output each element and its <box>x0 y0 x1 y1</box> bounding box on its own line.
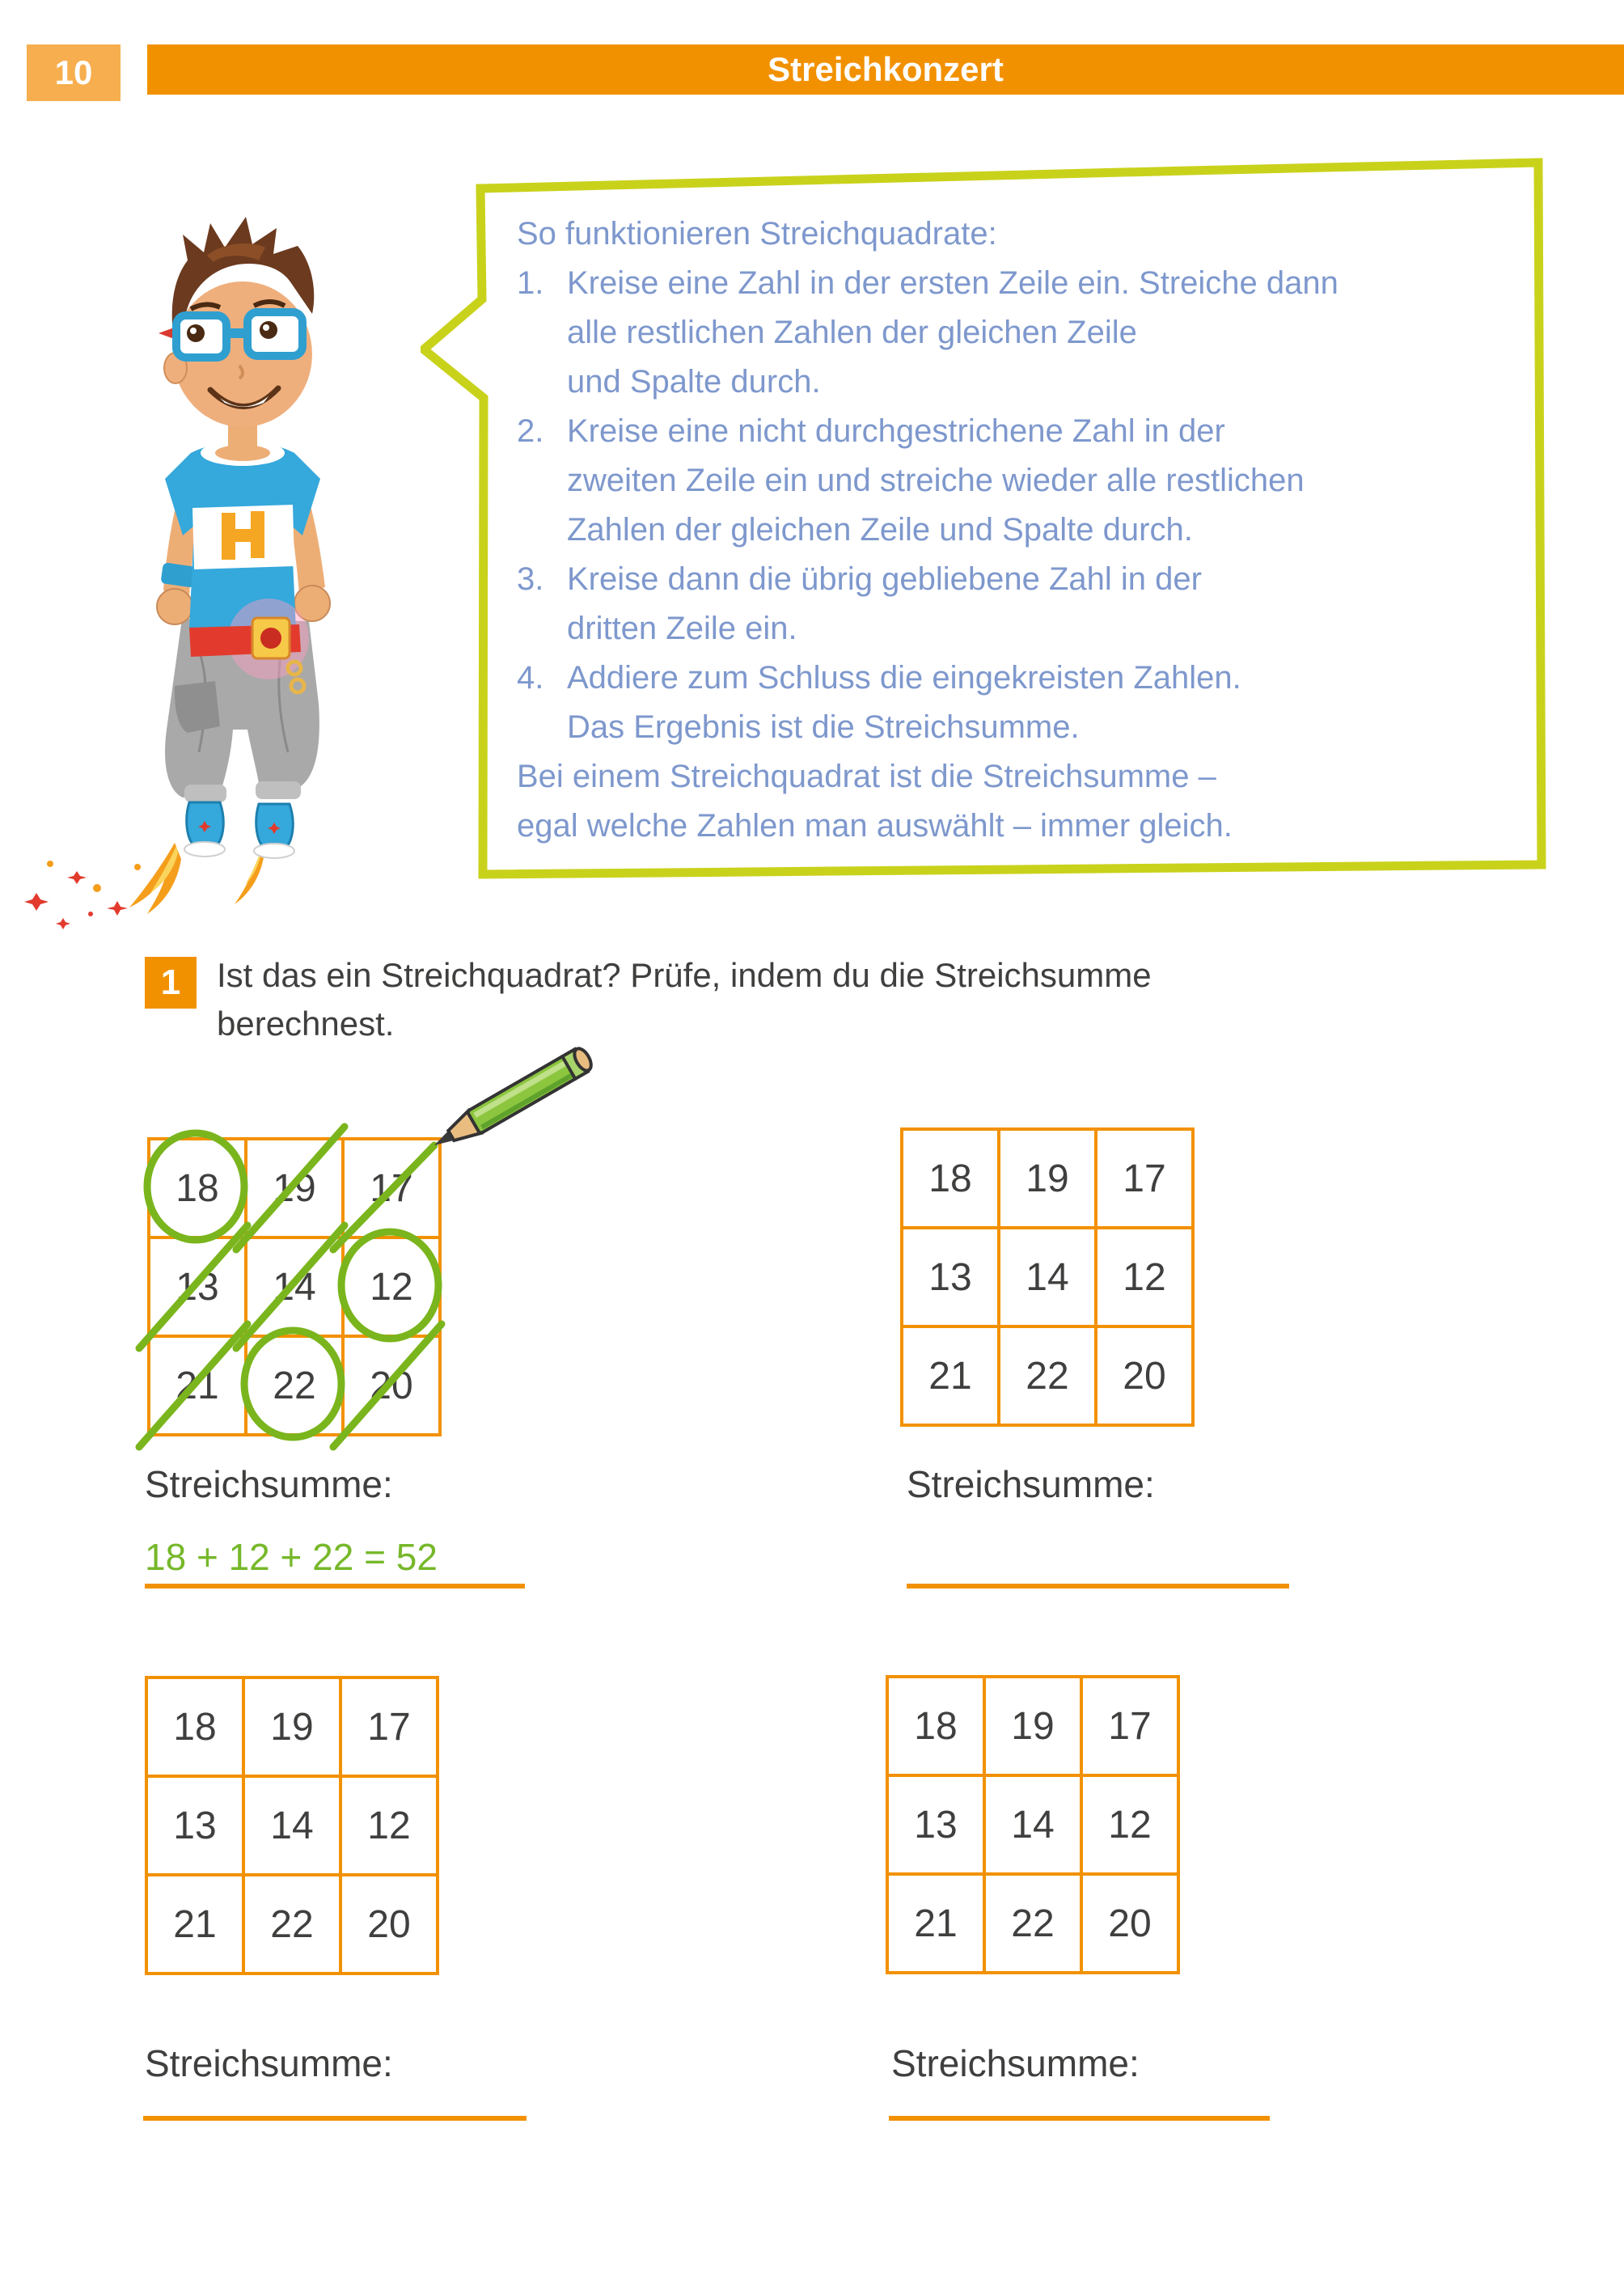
answer-line-4 <box>889 2116 1270 2121</box>
grid1-pencil-annotations <box>113 1027 631 1480</box>
grid4-cell: 12 <box>1083 1777 1177 1872</box>
page-number-tab <box>27 44 121 101</box>
task-1-number: 1 <box>160 962 181 1002</box>
grid3-cell: 12 <box>342 1778 436 1873</box>
grid2-cell: 12 <box>1097 1229 1191 1325</box>
grid3-cell: 21 <box>148 1876 242 1972</box>
grid1-cell: 20 <box>345 1338 438 1433</box>
page-title: Streichkonzert <box>768 50 1004 88</box>
grid1-cell: 17 <box>345 1140 438 1236</box>
grid4-cell: 13 <box>889 1777 983 1872</box>
bubble-line: dritten Zeile ein. <box>567 611 797 646</box>
grid4-cell: 20 <box>1083 1876 1177 1971</box>
streichsumme-label-4: Streichsumme: <box>891 2042 1140 2084</box>
grid3-cell: 22 <box>245 1876 339 1972</box>
circle-mark-18 <box>147 1133 244 1240</box>
bubble-line: und Spalte durch. <box>567 364 821 400</box>
task-1-line2: berechnest. <box>217 1005 395 1043</box>
grid4-cell: 14 <box>986 1777 1080 1872</box>
grid4-cell: 17 <box>1083 1678 1177 1774</box>
streichquadrat-grid-2 <box>900 1127 1195 1427</box>
boy-character-illustration <box>16 186 469 930</box>
bubble-line: Das Ergebnis ist die Streichsumme. <box>567 709 1080 745</box>
speech-bubble-text <box>517 209 1528 851</box>
streichsumme-label-3: Streichsumme: <box>145 2042 393 2084</box>
page-number: 10 <box>54 53 93 91</box>
grid2-cell: 21 <box>903 1328 997 1424</box>
streichquadrat-grid-3 <box>145 1676 439 1975</box>
grid3-cell: 18 <box>148 1679 242 1775</box>
answer-line-2 <box>907 1584 1289 1589</box>
bubble-line: 4. Addiere zum Schluss die eingekreisten Zahlen. <box>517 660 1241 696</box>
strike-mark-19 <box>236 1127 345 1250</box>
bubble-line: 1. Kreise eine Zahl in der ersten Zeile ein. Streiche dann <box>517 265 1339 301</box>
grid2-cell: 13 <box>903 1229 997 1325</box>
streichsumme-label-1: Streichsumme: <box>145 1463 393 1505</box>
grid1-cell: 14 <box>247 1239 341 1335</box>
grid2-cell: 19 <box>1000 1131 1094 1226</box>
grid1-cell: 19 <box>247 1140 341 1236</box>
grid2-cell: 17 <box>1097 1131 1191 1226</box>
circle-mark-12 <box>341 1232 438 1339</box>
bubble-line: So funktionieren Streichquadrate: <box>517 216 997 252</box>
bubble-line: Zahlen der gleichen Zeile und Spalte durch. <box>567 512 1193 548</box>
grid3-cell: 20 <box>342 1876 436 1972</box>
rocket-sparks <box>24 861 141 929</box>
answer-line-1 <box>145 1584 525 1589</box>
header-bar <box>147 44 1624 95</box>
task-1-line1: Ist das ein Streichquadrat? Prüfe, indem du die Streichsumme <box>217 956 1152 994</box>
grid3-cell: 13 <box>148 1778 242 1873</box>
grid3-cell: 14 <box>245 1778 339 1873</box>
grid1-cell: 13 <box>150 1239 244 1335</box>
bubble-line: Bei einem Streichquadrat ist die Streichsumme – <box>517 759 1216 794</box>
grid3-cell: 19 <box>245 1679 339 1775</box>
head <box>159 217 314 455</box>
pencil-icon <box>428 1045 595 1157</box>
bubble-line: alle restlichen Zahlen der gleichen Zeile <box>567 315 1137 350</box>
circle-mark-22 <box>244 1331 341 1437</box>
strike-mark-13 <box>139 1225 247 1348</box>
grid2-cell: 14 <box>1000 1229 1094 1325</box>
grid4-cell: 21 <box>889 1876 983 1971</box>
streichsumme-label-2: Streichsumme: <box>907 1463 1155 1505</box>
bubble-line: egal welche Zahlen man auswählt – immer gleich. <box>517 808 1233 844</box>
bubble-line: 3. Kreise dann die übrig gebliebene Zahl in der <box>517 561 1202 597</box>
grid1-cell: 18 <box>150 1140 244 1236</box>
grid3-cell: 17 <box>342 1679 436 1775</box>
grid4-cell: 18 <box>889 1678 983 1774</box>
grid2-cell: 18 <box>903 1131 997 1226</box>
grid4-cell: 22 <box>986 1876 1080 1971</box>
shoes <box>184 802 294 858</box>
grid2-cell: 20 <box>1097 1328 1191 1424</box>
grid1-cell: 22 <box>247 1338 341 1433</box>
grid4-cell: 19 <box>986 1678 1080 1774</box>
streichsumme-answer-1: 18 + 12 + 22 = 52 <box>145 1536 438 1578</box>
speech-bubble <box>421 150 1561 890</box>
strike-mark-20 <box>333 1324 442 1447</box>
bubble-line: zweiten Zeile ein und streiche wieder alle restlichen <box>567 463 1305 498</box>
task-1-badge <box>145 957 197 1009</box>
grid1-cell: 21 <box>150 1338 244 1433</box>
grid2-cell: 22 <box>1000 1328 1094 1424</box>
grid1-cell: 12 <box>345 1239 438 1335</box>
bubble-line: 2. Kreise eine nicht durchgestrichene Zahl in der <box>517 413 1225 449</box>
answer-line-3 <box>143 2116 527 2121</box>
streichquadrat-grid-4 <box>886 1675 1180 1974</box>
strike-mark-21 <box>139 1324 247 1447</box>
